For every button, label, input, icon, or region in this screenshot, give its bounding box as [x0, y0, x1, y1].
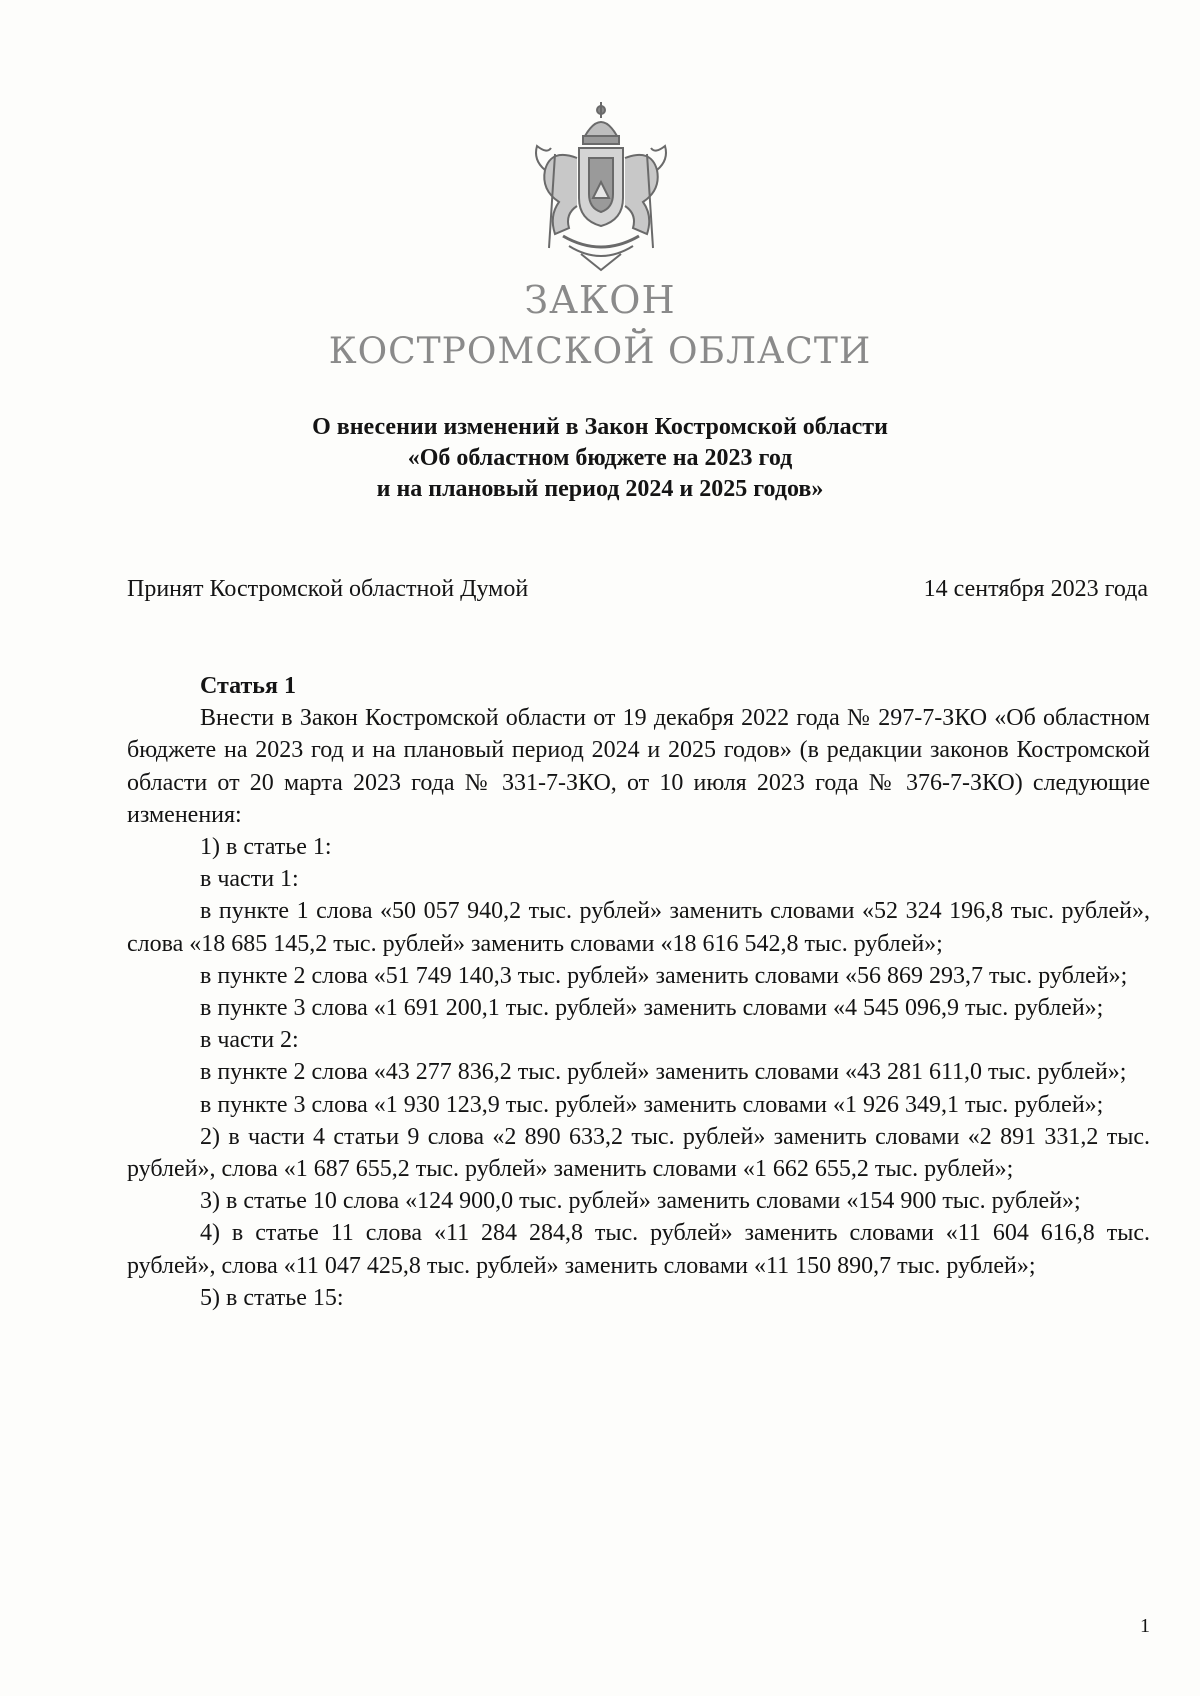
adoption-date: 14 сентября 2023 года	[923, 576, 1148, 602]
article-paragraph: в пункте 2 слова «51 749 140,3 тыс. рублей» заменить словами «56 869 293,7 тыс. рублей»;	[200, 962, 1128, 989]
article-paragraph: в части 1:	[200, 866, 299, 893]
article-paragraph: в пункте 2 слова «43 277 836,2 тыс. рублей» заменить словами «43 281 611,0 тыс. рублей»;	[200, 1059, 1127, 1086]
article-1	[127, 670, 1150, 1314]
article-paragraph: в пункте 3 слова «1 691 200,1 тыс. рублей» заменить словами «4 545 096,9 тыс. рублей»;	[200, 995, 1104, 1022]
coat-of-arms-emblem	[515, 98, 687, 278]
region-title: КОСТРОМСКОЙ ОБЛАСТИ	[328, 331, 872, 372]
article-paragraph: 2) в части 4 статьи 9 слова «2 890 633,2 тыс. рублей» заменить словами «2 891 331,2 тыс. рублей», слова «1 687 655,2 тыс. рублей» заменить словами «1 662 655,2 тыс. рублей»;	[127, 1123, 1150, 1183]
article-paragraph: 5) в статье 15:	[200, 1284, 344, 1311]
article-paragraph: в пункте 1 слова «50 057 940,2 тыс. рублей» заменить словами «52 324 196,8 тыс. рублей», слова «18 685 145,2 тыс. рублей» заменить словами «18 616 542,8 тыс. рублей»;	[127, 898, 1150, 957]
adopted-by: Принят Костромской областной Думой	[127, 576, 529, 602]
article-paragraph: Внести в Закон Костромской области от 19 декабря 2022 года № 297-7-ЗКО «Об областном бюджете на 2023 год и на плановый период 2024 и 2025 годов» (в редакции законов Костромской области от 20 марта 2023 года № 331-7-ЗКО, от 10 июля 2023 года № 376-7-ЗКО) следующие изменения:	[127, 705, 1150, 828]
article-paragraph: в части 2:	[200, 1027, 299, 1054]
law-subject: О внесении изменений в Закон Костромской области «Об областном бюджете на 2023 год и на плановый период 2024 и 2025 годов»	[312, 414, 888, 502]
article-paragraph: 4) в статье 11 слова «11 284 284,8 тыс. рублей» заменить словами «11 604 616,8 тыс. рублей», слова «11 047 425,8 тыс. рублей» заменить словами «11 150 890,7 тыс. рублей»;	[127, 1220, 1150, 1279]
article-paragraph: 1) в статье 1:	[200, 834, 332, 861]
article-paragraph: 3) в статье 10 слова «124 900,0 тыс. рублей» заменить словами «154 900 тыс. рублей»;	[200, 1188, 1081, 1215]
page-number: 1	[1140, 1615, 1150, 1637]
article-heading: Статья 1	[200, 673, 296, 699]
law-title: ЗАКОН	[524, 278, 676, 322]
article-paragraph: в пункте 3 слова «1 930 123,9 тыс. рублей» заменить словами «1 926 349,1 тыс. рублей»;	[200, 1091, 1104, 1118]
adoption-line	[127, 576, 1148, 603]
